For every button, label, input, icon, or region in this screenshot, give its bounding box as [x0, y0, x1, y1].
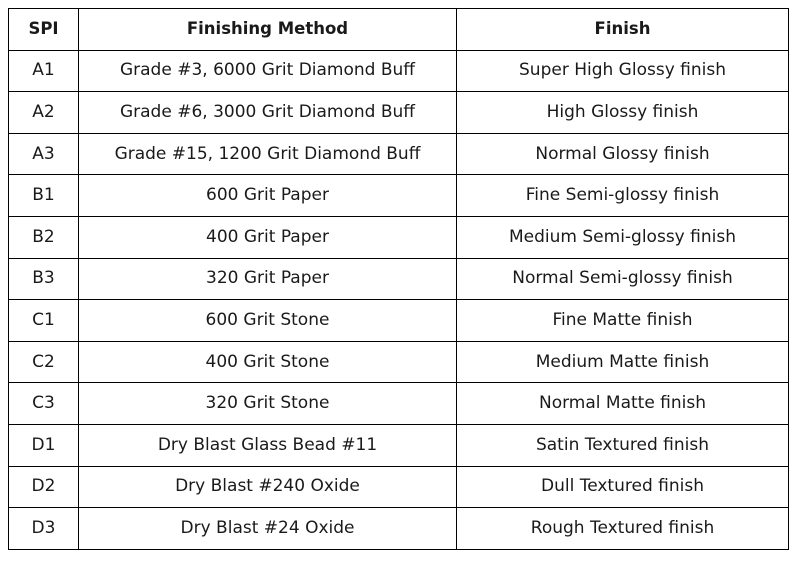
table-row: [9, 424, 789, 466]
spi-grade-cell: D2: [9, 466, 79, 508]
spi-grade-cell: D3: [9, 508, 79, 550]
finishing-method-cell: 600 Grit Stone: [79, 300, 457, 342]
table-row: [9, 92, 789, 134]
spi-grade-cell: C1: [9, 300, 79, 342]
table-row: [9, 383, 789, 425]
spi-grade-cell: B1: [9, 175, 79, 217]
spi-grade-cell: C3: [9, 383, 79, 425]
table-row: [9, 508, 789, 550]
table-row: [9, 466, 789, 508]
table-row: [9, 341, 789, 383]
finish-cell: Rough Textured finish: [457, 508, 789, 550]
table-row: [9, 175, 789, 217]
finishing-method-cell: 320 Grit Stone: [79, 383, 457, 425]
spi-grade-cell: B3: [9, 258, 79, 300]
finish-cell: Fine Matte finish: [457, 300, 789, 342]
finish-cell: Fine Semi-glossy finish: [457, 175, 789, 217]
finishing-method-cell: 400 Grit Stone: [79, 341, 457, 383]
finishing-method-cell: Grade #6, 3000 Grit Diamond Buff: [79, 92, 457, 134]
spi-grade-cell: D1: [9, 424, 79, 466]
finish-cell: Super High Glossy finish: [457, 50, 789, 92]
finishing-method-cell: Grade #15, 1200 Grit Diamond Buff: [79, 133, 457, 175]
finish-cell: Normal Semi-glossy finish: [457, 258, 789, 300]
finish-cell: Medium Semi-glossy finish: [457, 216, 789, 258]
finishing-method-cell: Dry Blast #24 Oxide: [79, 508, 457, 550]
finishing-method-cell: Grade #3, 6000 Grit Diamond Buff: [79, 50, 457, 92]
table-header-row: [9, 9, 789, 51]
spi-grade-cell: C2: [9, 341, 79, 383]
table-row: [9, 133, 789, 175]
finish-cell: Dull Textured finish: [457, 466, 789, 508]
spi-grade-cell: A2: [9, 92, 79, 134]
finish-cell: Medium Matte finish: [457, 341, 789, 383]
finishing-method-cell: 400 Grit Paper: [79, 216, 457, 258]
finish-cell: Satin Textured finish: [457, 424, 789, 466]
spi-grade-cell: A1: [9, 50, 79, 92]
finishing-method-cell: Dry Blast Glass Bead #11: [79, 424, 457, 466]
column-header-spi: SPI: [9, 9, 79, 51]
table-row: [9, 216, 789, 258]
finish-cell: Normal Matte finish: [457, 383, 789, 425]
table-row: [9, 258, 789, 300]
finish-cell: Normal Glossy finish: [457, 133, 789, 175]
column-header-finishing-method: Finishing Method: [79, 9, 457, 51]
column-header-finish: Finish: [457, 9, 789, 51]
spi-grade-cell: A3: [9, 133, 79, 175]
table-row: [9, 50, 789, 92]
finish-cell: High Glossy finish: [457, 92, 789, 134]
spi-grade-cell: B2: [9, 216, 79, 258]
finishing-method-cell: 600 Grit Paper: [79, 175, 457, 217]
spi-finish-table: [8, 8, 789, 550]
finishing-method-cell: 320 Grit Paper: [79, 258, 457, 300]
finishing-method-cell: Dry Blast #240 Oxide: [79, 466, 457, 508]
table-row: [9, 300, 789, 342]
